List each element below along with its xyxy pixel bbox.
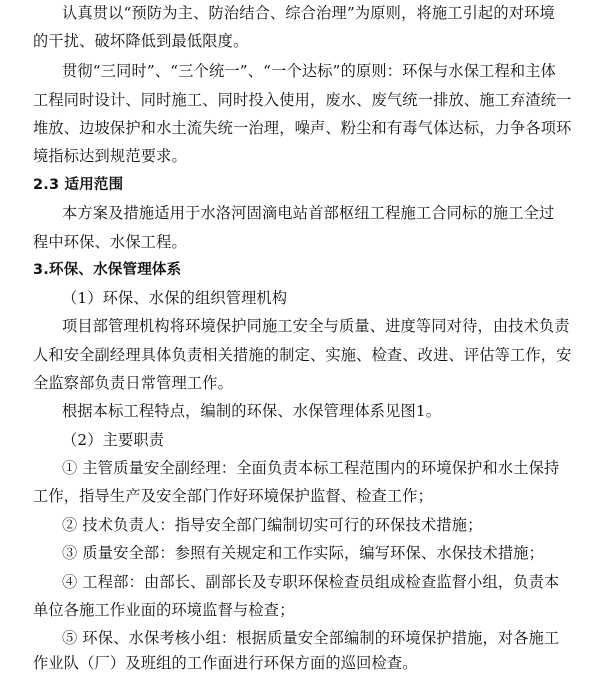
section-heading-3: 3.环保、水保管理体系 (33, 262, 182, 278)
paragraph-2-line-2: 工程同时设计、同时施工、同时投入使用，废水、废气统一排放、施工弃渣统一 (33, 91, 572, 109)
paragraph-2-line-3: 堆放、边坡保护和水土流失统一治理，噪声、粉尘和有毒气体达标，力争各项环 (33, 119, 572, 137)
paragraph-1-line-2: 的干扰、破坏降低到最低限度。 (33, 32, 249, 50)
paragraph-4-line-1: 项目部管理机构将环境保护同施工安全与质量、进度等同对待，由技术负责 (62, 317, 570, 335)
paragraph-3-line-2: 程中环保、水保工程。 (33, 233, 187, 251)
subheading-1: （1）环保、水保的组织管理机构 (62, 289, 288, 307)
paragraph-1-line-1: 认真贯以“预防为主、防治结合、综合治理”为原则，将施工引起的对环境 (62, 4, 555, 22)
duty-item-5-line-2: 作业队（厂）及班组的工作面进行环保方面的巡回检查。 (33, 654, 418, 672)
duty-item-4-line-1: ④ 工程部：由部长、副部长及专职环保检查员组成检查监督小组，负责本 (62, 573, 560, 591)
duty-item-1-line-2: 工作，指导生产及安全部门作好环境保护监督、检查工作； (33, 487, 434, 505)
paragraph-4-line-3: 全监察部负责日常管理工作。 (33, 374, 234, 392)
duty-item-3: ③ 质量安全部：参照有关规定和工作实际，编写环保、水保技术措施； (62, 544, 545, 562)
paragraph-3-line-1: 本方案及措施适用于水洛河固滴电站首部枢纽工程施工合同标的施工全过 (62, 204, 555, 222)
duty-item-5-line-1: ⑤ 环保、水保考核小组：根据质量安全部编制的环境保护措施，对各施工 (62, 629, 560, 647)
duty-item-2: ② 技术负责人：指导安全部门编制切实可行的环保技术措施； (62, 516, 483, 534)
subheading-2: （2）主要职责 (62, 431, 165, 449)
duty-item-4-line-2: 单位各施工作业面的环境监督与检查； (33, 601, 295, 619)
duty-item-1-line-1: ① 主管质量安全副经理：全面负责本标工程范围内的环境保护和水土保持 (62, 459, 560, 477)
section-heading-2-3: 2.3 适用范围 (33, 177, 124, 193)
paragraph-2-line-4: 境指标达到规范要求。 (33, 147, 187, 165)
paragraph-2-line-1: 贯彻“三同时”、“三个统一”、“一个达标”的原则：环保与水保工程和主体 (62, 62, 557, 80)
paragraph-4-line-2: 人和安全副经理具体负责相关措施的制定、实施、检查、改进、评估等工作，安 (33, 346, 572, 364)
paragraph-5-line-1: 根据本标工程特点，编制的环保、水保管理体系见图1。 (62, 402, 442, 420)
